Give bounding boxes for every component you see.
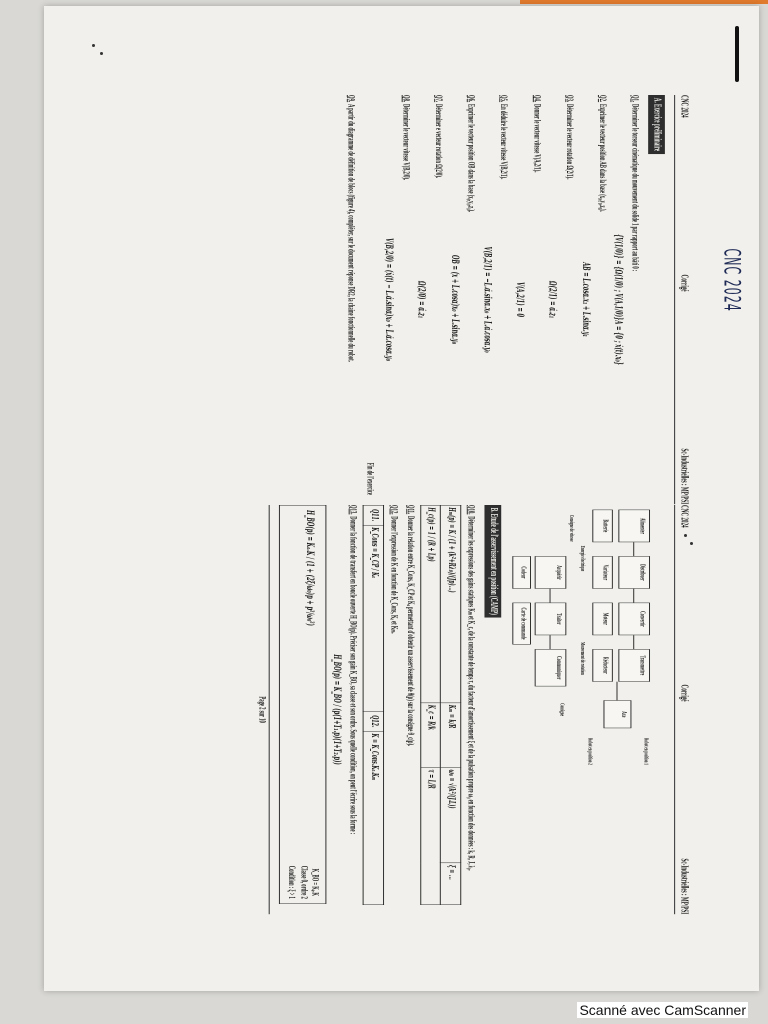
block-reducteur: Réducteur [593, 649, 613, 682]
kc-formula: K_c = R/k [421, 703, 441, 768]
binder-mark [735, 26, 739, 82]
block-communiquer: Communiquer [535, 649, 567, 686]
question-4: Q4.Donner le vecteur vitesse V(A,2/1). [531, 95, 542, 173]
label-mouvement: Mouvement de rotation [579, 642, 588, 675]
block-moteur: Moteur [593, 603, 613, 636]
page-number: Page 2 sur 10 [255, 505, 269, 914]
q13-details [285, 866, 320, 899]
page-1 [132, 95, 745, 505]
question-9: Q9.A partir du diagramme de définition de blocs (figure 4), compléter, sur le document réponse DR2, la chaine fonctionnelle du robot. [345, 95, 357, 362]
block-batterie: Batterie [593, 510, 613, 543]
question-11: Q11.Donner la relation entre K_Cons, K_CP et Kₐ permettant d'obtenir un asservissement de θ(p) sur la consigne θ_c(p). [405, 505, 416, 747]
page-2 [132, 505, 690, 914]
scan-edge [520, 0, 768, 4]
hbo-formula: H_BO(p) = Kₐ.K / (1 + (2ξ/ω₀)p + p²/ω₀²) [304, 510, 317, 626]
formula-q8: V(B,2/0) = (ẋ(t) − L.α̇.sinα)x₀ + L.α̇.cosα.y₀ [383, 238, 396, 362]
block-distribuer: Distribuer [619, 556, 651, 589]
header-left: CNC 2024 [678, 505, 690, 528]
kbo-value: K_BO = Kₐ.K [309, 868, 321, 896]
speck [100, 52, 103, 55]
wire [616, 682, 617, 701]
end-of-exercise: Fin de l'exercice [364, 462, 376, 495]
question-6: Q6.Exprimer le vecteur position OB dans la base (x₀,y₀,z₀). [466, 95, 477, 213]
class-order: Classe 0, ordre 2 [298, 865, 309, 899]
header-right: Sc-Industrielles : MP/PSI [678, 448, 690, 505]
q11-q12-answer-table [363, 505, 384, 905]
tau-formula: τ = L/R [421, 767, 441, 904]
question-12: Q12.Donner l'expression de K en fonction de K_Cons, Kₐ et Kₘ. [389, 505, 400, 634]
block-variateur: Variateur [593, 556, 613, 589]
label-consigne-vitesse: Consigne de vitesse [568, 514, 576, 542]
label-position-1: Robot en position 1 [642, 738, 651, 765]
section-title: A. Exercice préliminaire [649, 95, 666, 154]
formula-q13: H_BO(p) = K_BO / (p(1+T₁.p)(1+T₂.p)) [331, 654, 344, 765]
wire [633, 635, 634, 649]
question-5: Q5.En déduire le vecteur vitesse V(B,2/1). [498, 95, 510, 180]
q12-formula: K = K_Cons.Kₐ.Kₘ [364, 731, 384, 904]
km-formula: Kₘ = k/R [441, 703, 461, 768]
question-3: Q3.Déterminer le vecteur rotation Ω(2/1). [564, 95, 575, 180]
hm-formula: Hₘ(p) = K / (1 + (k²+Rλ₀)/(Jp)...) [441, 505, 461, 703]
block-traiter: Traiter [535, 603, 567, 636]
block-acquerir: Acquérir [535, 556, 567, 589]
hc-formula: H_c(p) = 1 / (R + Lp) [421, 505, 441, 703]
speck [690, 542, 693, 545]
wire [633, 542, 634, 556]
label-position-2: Robot en position 2 [587, 738, 595, 765]
block-axe: Axe [604, 700, 632, 728]
question-2: Q2.Exprimer le vecteur position AB dans la base (x₀,y₀,z₀). [597, 95, 608, 212]
label-energie: Energie électrique [579, 545, 588, 572]
formula-q7: Ω(2/0) = α̇.z₁ [416, 281, 429, 319]
header-right: Sc-Industrielles : MP/PSI [678, 858, 690, 915]
condition: Condition : ξ > 1 [286, 865, 297, 899]
question-7: Q7.Déterminer e vecteur rotation Ω(2/0). [433, 95, 444, 179]
q11-formula: K_Cons = K_CP / Kₐ [364, 525, 384, 711]
header-center: Corrigé [678, 274, 690, 292]
formula-q2: AB = L.cosα.x₁ + L.sinα.y₁ [580, 262, 593, 337]
header-left: CNC 2024 [678, 95, 690, 118]
functional-chain-diagram [511, 505, 669, 905]
q13-answer-box [279, 505, 327, 904]
wire [550, 589, 551, 603]
page-header [674, 95, 690, 504]
q11-label: Q11. [364, 505, 384, 525]
wire [550, 635, 551, 649]
formula-q4: V(A,2/1) = 0 [514, 282, 527, 318]
page-header [674, 505, 690, 914]
question-1: Q1.Déterminer le torseur cinématique du mouvement du solide 1 par rapport au bâti 0 : [630, 95, 641, 272]
omega0-formula: ω₀ = √(k²/(J.L)) [441, 767, 461, 863]
formula-q1: {V(1/0)} = {Ω(1/0) ; V(A,1/0)}A = {0 ; ẋ(t).x₀} [612, 234, 625, 366]
label-consigne: Consigne [559, 703, 567, 717]
camscanner-watermark: Scanné avec CamScanner [579, 1002, 746, 1018]
block-convertir: Convertir [619, 603, 651, 636]
formula-q3: Ω(2/1) = α̇.z₁ [547, 281, 560, 319]
formula-q5: V(B,2/1) = −L.α̇.sinα.x₀ + L.α̇.cosα.y₀ [481, 246, 494, 353]
block-codeur: Codeur [513, 556, 532, 589]
block-transmettre: Transmettre [619, 649, 651, 682]
q10-answer-table [420, 505, 461, 905]
q12-label: Q12. [364, 711, 384, 731]
question-13: Q13.Donner la fonction de transfert en boucle ouverte H_BO(p). Préciser son gain K_BO, sa classe et son ordre. Sous quelle condition, on peut l'écrire sous la forme : [348, 505, 359, 835]
block-alimenter: Alimenter [619, 510, 651, 543]
speck [92, 44, 95, 47]
question-10: Q10.Déterminer les expressions des gains statiques Kₘ et K_c, de la constante de temps τ, du facteur d'amortissement ξ et de la pulsation propre ω₀ en fonction des données : k, R, J, λ₀. [466, 505, 477, 871]
question-8: Q8.Déterminer le vecteur vitesse V(B,2/0). [400, 95, 411, 181]
formula-q6: OB = (x + L.cosα)x₀ + L.sinα.y₀ [448, 255, 461, 345]
section-title: B. Etude de l'asservissement en position (CAMP) [485, 505, 502, 618]
block-carte-commande: Carte de commande [513, 603, 532, 645]
handwritten-note: CNC 2024 [718, 248, 745, 312]
xi-formula: ξ = ... [441, 863, 461, 905]
header-center: Corrigé [678, 684, 690, 702]
wire [633, 589, 634, 603]
